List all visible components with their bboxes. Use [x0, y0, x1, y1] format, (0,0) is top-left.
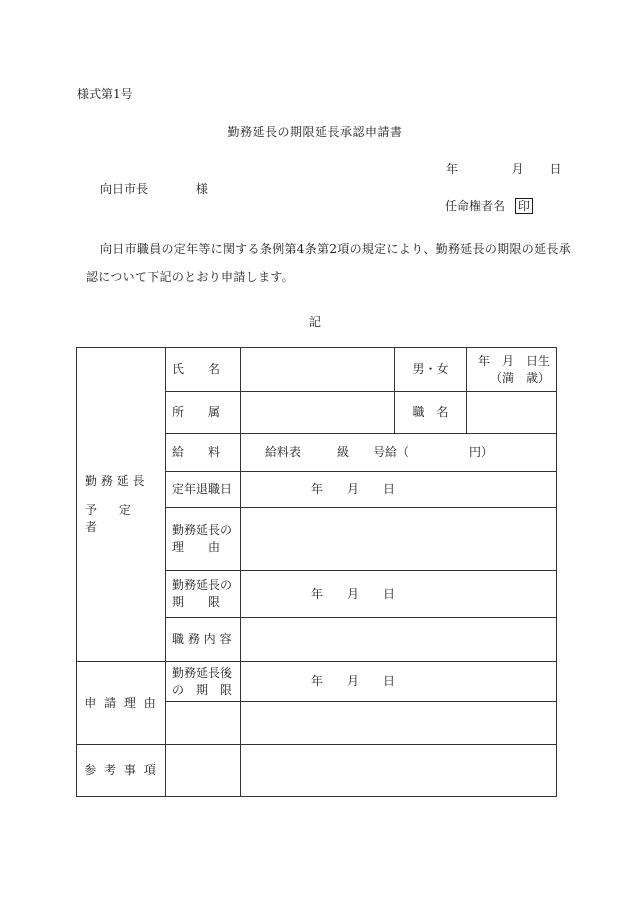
date-day: 日 — [549, 162, 562, 176]
date-year: 年 — [446, 162, 459, 176]
seal-mark: 印 — [515, 198, 533, 214]
retirement-date-field[interactable]: 年 月 日 — [241, 472, 557, 508]
remarks-field[interactable] — [241, 745, 557, 797]
remarks-sub[interactable] — [166, 745, 241, 797]
birth-line-1: 年 月 日生 — [477, 353, 550, 368]
name-field[interactable] — [241, 348, 395, 392]
birth-line-2: （満 歳） — [489, 370, 550, 385]
application-table — [76, 347, 557, 797]
position-label: 職 名 — [395, 392, 467, 434]
position-field[interactable] — [467, 392, 557, 434]
applicant-line — [445, 197, 533, 214]
birth-field[interactable] — [467, 348, 557, 392]
date-month: 月 — [511, 162, 524, 176]
row-remarks — [77, 745, 557, 797]
retirement-date-label: 定年退職日 — [166, 472, 241, 508]
form-number: 様式第1号 — [77, 87, 133, 101]
application-reason-field[interactable] — [241, 702, 557, 745]
group-label-line-1: 勤 務 延 長 — [85, 474, 145, 488]
addressee-sama: 様 — [195, 182, 208, 196]
document-title: 勤務延長の期限延長承認申請書 — [227, 125, 403, 139]
group-application-reason: 申 請 理 由 — [77, 662, 166, 745]
after-term-field[interactable]: 年 月 日 — [241, 662, 557, 702]
gender-select[interactable]: 男・女 — [395, 348, 467, 392]
affiliation-label: 所 属 — [166, 392, 241, 434]
salary-field[interactable]: 給料表 級 号給（ 円） — [241, 434, 557, 472]
group-remarks: 参 考 事 項 — [77, 745, 166, 797]
row-after-term — [77, 662, 557, 702]
duties-label: 職 務 内 容 — [166, 618, 241, 662]
affiliation-field[interactable] — [241, 392, 395, 434]
salary-label: 給 料 — [166, 434, 241, 472]
date-line — [446, 160, 562, 177]
after-term-label: 勤務延長後 の 期 限 — [166, 662, 241, 702]
appointer-name-label: 任命権者名 — [445, 199, 506, 213]
ki-heading: 記 — [308, 315, 321, 329]
body-text-line-1: 向日市職員の定年等に関する条例第4条第2項の規定により、勤務延長の期限の延長承 — [100, 242, 571, 256]
application-reason-sub[interactable] — [166, 702, 241, 745]
duties-field[interactable] — [241, 618, 557, 662]
addressee-mayor: 向日市長 — [100, 182, 149, 196]
extension-reason-field[interactable] — [241, 508, 557, 571]
group-scheduled-person — [77, 348, 166, 662]
body-text-line-2: 認について下記のとおり申請します。 — [86, 270, 294, 284]
extension-reason-label: 勤務延長の 理 由 — [166, 508, 241, 571]
name-label: 氏 名 — [166, 348, 241, 392]
extension-term-field[interactable]: 年 月 日 — [241, 571, 557, 618]
group-label-line-2: 予 定 者 — [85, 503, 140, 534]
addressee — [100, 180, 208, 197]
extension-term-label: 勤務延長の 期 限 — [166, 571, 241, 618]
row-name — [77, 348, 557, 392]
